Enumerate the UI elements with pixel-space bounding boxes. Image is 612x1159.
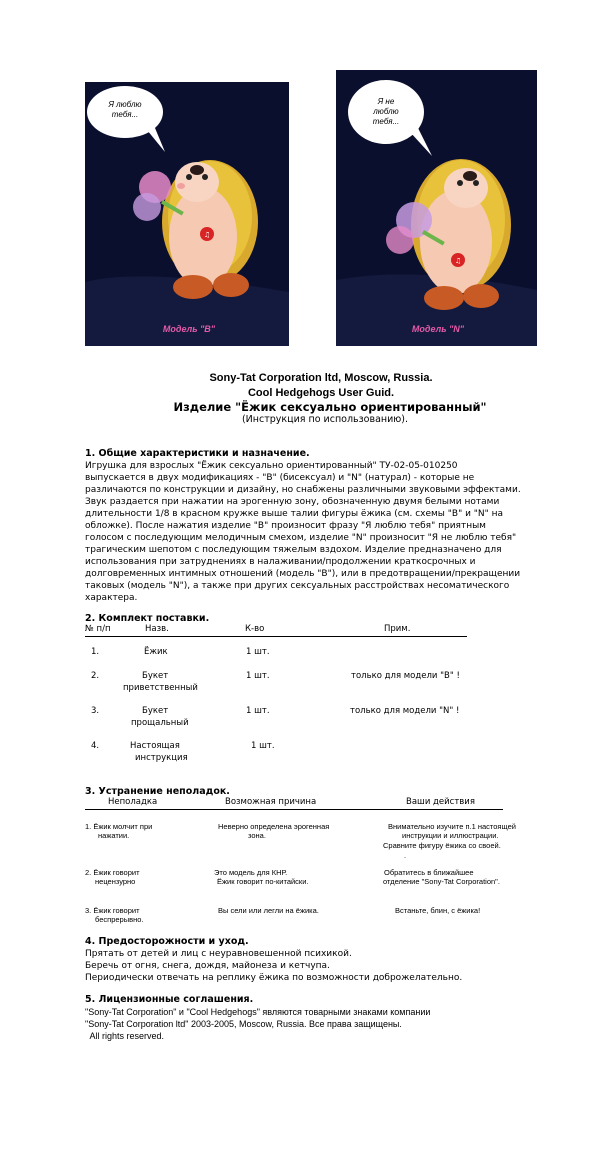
section4-title: 4. Предосторожности и уход. <box>85 936 249 947</box>
table3-header-action: Ваши действия <box>406 797 475 807</box>
table3-action: Обратитесь в ближайшее <box>384 868 474 877</box>
table3-cause: Неверно определена эрогенная <box>218 822 330 831</box>
company-title: Sony-Tat Corporation ltd, Moscow, Russia. <box>209 372 433 384</box>
table2-row-name: Букет <box>142 706 169 716</box>
section5-line: "Sony-Tat Corporation" и "Cool Hedgehogs" являются товарными знаками компании <box>85 1007 431 1017</box>
section1-line: длительности 1/8 в красном кружке выше талии фигуры ёжика (см. схемы "В" и "N" на <box>85 509 504 519</box>
section1-line: голосом с последующим мелодичным смехом, изделие "N" произносит "Я не люблю тебя" <box>85 533 517 543</box>
table2-row-note: только для модели "В" ! <box>351 671 460 681</box>
section1-line: использования при затруднениях в налаживании/продолжении краткосрочных и <box>85 557 476 567</box>
table3-problem: 1. Ёжик молчит при <box>85 822 153 831</box>
table2-row-n: 1. <box>91 647 100 657</box>
product-title: Изделие "Ёжик сексуально ориентированный" <box>173 400 487 414</box>
table3-action: . <box>404 851 407 860</box>
section1-title: 1. Общие характеристики и назначение. <box>85 448 310 459</box>
model-label-n: Модель "N" <box>411 324 465 334</box>
photo-model-n <box>336 70 537 346</box>
table2-header-name: Назв. <box>145 624 169 634</box>
table2-header-note: Прим. <box>384 624 411 634</box>
table2-row-n: 3. <box>91 706 100 716</box>
photo-model-b <box>85 82 289 346</box>
section1-line: таковых (модель "N"), а также при других сексуальных расстройствах несоматического <box>85 581 510 591</box>
section5-title: 5. Лицензионные соглашения. <box>85 994 254 1005</box>
table3-action: Встаньте, блин, с ёжика! <box>395 906 481 915</box>
table3-problem: нажатии. <box>98 831 130 840</box>
section3-title: 3. Устранение неполадок. <box>85 786 230 797</box>
table2-row-n: 4. <box>91 741 100 751</box>
bubble-line-3: тебя... <box>372 117 400 126</box>
section1-line: характера. <box>85 593 138 603</box>
table2-row-qty: 1 шт. <box>251 741 275 751</box>
model-label-b: Модель "В" <box>162 324 216 334</box>
section1-line: трагическим шепотом с последующим тяжелым вздохом. Изделие предназначено для <box>85 545 502 555</box>
table2-header-qty: К-во <box>245 624 265 634</box>
table2-header-rule <box>85 636 467 637</box>
table3-cause: Это модель для КНР. <box>214 868 288 877</box>
table3-cause: Ёжик говорит по-китайски. <box>217 877 309 886</box>
table3-problem: 3. Ёжик говорит <box>85 906 140 915</box>
section5-line: "Sony-Tat Corporation ltd" 2003-2005, Moscow, Russia. Все права защищены. <box>85 1019 402 1029</box>
table2-row-qty: 1 шт. <box>246 671 270 681</box>
section4-line: Прятать от детей и лиц с неуравновешенной психикой. <box>85 949 352 959</box>
table2-row-name: Настоящая <box>130 741 180 751</box>
section1-line: обложке). После нажатия изделие "В" произносит фразу "Я люблю тебя" приятным <box>85 521 486 531</box>
table2-row-name: приветственный <box>123 683 198 693</box>
section1-line: долговременных интимных отношений (модель "В"), или в предотвращении/прекращении <box>85 569 521 579</box>
section1-line: Игрушка для взрослых "Ёжик сексуально ориентированный" ТУ-02-05-010250 <box>85 461 458 471</box>
hedgehog-illustration-b <box>85 82 289 346</box>
section5-line: All rights reserved. <box>85 1031 165 1041</box>
table2-row-n: 2. <box>91 671 100 681</box>
section1-line: различаются по конструкции и дизайну, но снабжены различными звуковыми эффектами. <box>85 485 521 495</box>
bubble-line-2: тебя... <box>111 110 139 119</box>
table3-action: Внимательно изучите п.1 настоящей <box>388 822 516 831</box>
table3-problem: 2. Ёжик говорит <box>85 868 140 877</box>
table3-action: инструкции и иллюстрации. <box>402 831 499 840</box>
guide-title: Cool Hedgehogs User Guid. <box>247 387 395 399</box>
table2-row-qty: 1 шт. <box>246 706 270 716</box>
table3-action: отделение "Sony-Tat Corporation". <box>383 877 500 886</box>
section4-line: Периодически отвечать на реплику ёжика по возможности доброжелательно. <box>85 973 463 983</box>
table2-row-name: Ёжик <box>144 647 168 657</box>
table3-header-cause: Возможная причина <box>225 797 317 807</box>
table2-row-qty: 1 шт. <box>246 647 270 657</box>
table2-row-name: Букет <box>142 671 169 681</box>
hedgehog-illustration-n <box>336 70 537 346</box>
bubble-line-1: Я люблю <box>108 100 142 109</box>
section4-line: Беречь от огня, снега, дождя, майонеза и кетчупа. <box>85 961 330 971</box>
section1-line: Звук раздается при нажатии на эрогенную зону, обозначенную двумя белыми нотами <box>85 497 500 507</box>
table3-problem: нецензурно <box>95 877 136 886</box>
table3-cause: Вы сели или легли на ёжика. <box>218 906 319 915</box>
table2-row-note: только для модели "N" ! <box>350 706 460 716</box>
table3-cause: зона. <box>248 831 266 840</box>
table3-problem: беспрерывно. <box>95 915 144 924</box>
table2-row-name: инструкция <box>135 753 188 763</box>
table3-action: Сравните фигуру ёжика со своей. <box>383 841 501 850</box>
section1-line: выпускается в двух модификациях - "В" (бисексуал) и "N" (натурал) - которые не <box>85 473 475 483</box>
bubble-line-2: люблю <box>373 107 399 116</box>
svg-text:♫: ♫ <box>455 257 462 265</box>
table3-header-rule <box>85 809 503 810</box>
table2-header-n: № п/п <box>85 624 111 634</box>
table3-header-problem: Неполадка <box>108 797 158 807</box>
table2-row-name: прощальный <box>131 718 189 728</box>
svg-text:♫: ♫ <box>204 231 211 239</box>
section2-title: 2. Комплект поставки. <box>85 613 210 624</box>
instructions-subtitle: (Инструкция по использованию). <box>241 414 409 425</box>
bubble-line-1: Я не <box>377 97 395 106</box>
